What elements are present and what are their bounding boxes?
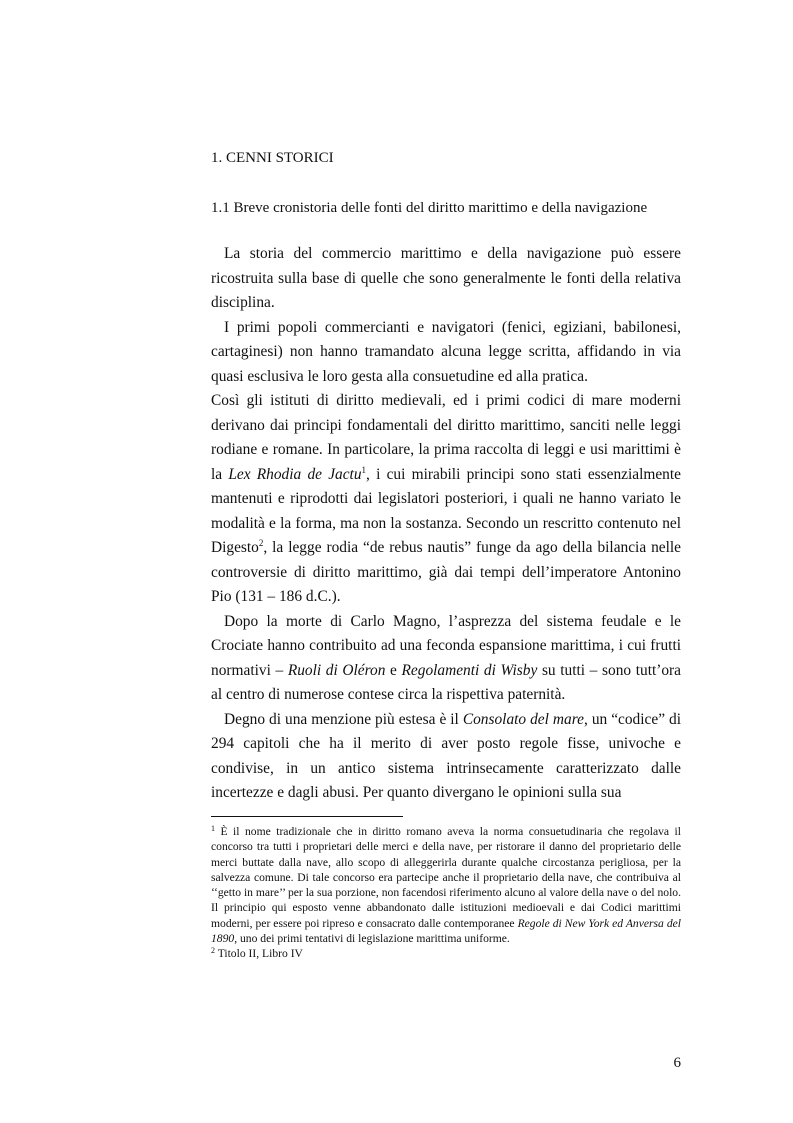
footnote-2 [211, 946, 681, 961]
paragraph-3-text-d: , la legge rodia “de rebus nautis” funge da ago della bilancia nelle controversie di diritto marittimo, già dai tempi dell’imperatore Antonino Pio (131 – 186 d.C.). [211, 539, 681, 605]
section-title: 1.1 Breve cronistoria delle fonti del diritto marittimo e della navigazione [211, 200, 648, 216]
paragraph-2: I primi popoli commercianti e navigatori (fenici, egiziani, babilonesi, cartaginesi) non hanno tramandato alcuna legge scritta, affidando in via quasi esclusiva le loro gesta alla consuetudine ed alla pratica. [211, 318, 681, 385]
footnote-ref-2[interactable]: 2 [258, 538, 264, 548]
paragraph-4-text-e: su tutti – sono tutt’ora al centro di numerose contese circa la rispettiva paternità. [211, 661, 682, 703]
ruoli-oleron-title: Ruoli di Oléron [287, 661, 386, 679]
footnotes [211, 824, 681, 962]
paragraph-4-text-c: e [385, 661, 402, 679]
paragraph-3-text-c: , i cui mirabili principi sono stati essenzialmente mantenuti e riprodotti dai legislatori posteriori, i quali ne hanno variato le modalità e la forma, ma non la sostanza. Secondo un rescritto contenuto nel Digesto [211, 465, 681, 556]
consolato-mare-title: Consolato del mare [462, 710, 584, 728]
paragraph-5-text-a: Degno di una menzione più estesa è il [224, 710, 463, 728]
regole-new-york-title: Regole di New York ed Anversa del 1890 [211, 916, 681, 946]
footnote-1 [211, 824, 681, 946]
page-number: 6 [673, 1055, 681, 1071]
paragraph-1: La storia del commercio marittimo e della navigazione può essere ricostruita sulla base di quelle che sono generalmente le fonti della relativa disciplina. [211, 245, 681, 311]
footnote-1-text-a: È il nome tradizionale che in diritto romano aveva la norma consuetudinaria che regolava il concorso tra tutti i proprietari delle merci e della nave, per ristorare il danno del proprietario delle merci buttate dalla nave, allo scopo di alleggerirla durante qualche circostanza perigliosa, per la salvezza comune. Di tale concorso era partecipe anche il proprietario della nave, che contribuiva al ‘‘getto in mare’’ per la sua porzione, non facendosi riferimento alcuno al valore della nave o del nolo. Il principio qui esposto venne abbandonato dalle istituzioni medioevali e dai Codici marittimi moderni, per essere poi ripreso e consacrato dalle contemporanee [211, 825, 681, 930]
paragraph-5-text-c: , un “codice” di 294 capitoli che ha il merito di aver posto regole fisse, univoche e condivise, in un antico sistema intrinsecamente caratterizzato dalle incertezze e dagli abusi. Per quanto divergano le opinioni sulla sua [211, 710, 681, 801]
document-page [211, 0, 681, 1123]
paragraph-4-text-a: Dopo la morte di Carlo Magno, l’asprezza del sistema feudale e le Crociate hanno contribuito ad una feconda espansione marittima, i cui frutti normativi – [211, 612, 681, 679]
footnote-separator [211, 816, 403, 817]
footnote-1-text-c: , uno dei primi tentativi di legislazione marittima uniforme. [234, 932, 510, 946]
footnote-1-marker: 1 [211, 824, 215, 833]
paragraph-3-text-a: Così gli istituti di diritto medievali, ed i primi codici di mare moderni derivano dai principi fondamentali del diritto marittimo, sanciti nelle leggi rodiane e romane. In particolare, la prima raccolta di leggi e usi marittimi è la [211, 392, 681, 483]
paragraph-5 [211, 708, 681, 806]
body-text [211, 242, 681, 806]
footnote-2-marker: 2 [211, 946, 215, 956]
regolamenti-wisby-title: Regolamenti di Wisby [401, 661, 538, 679]
footnote-ref-1[interactable]: 1 [361, 464, 367, 475]
paragraph-3 [211, 389, 681, 610]
chapter-title: 1. CENNI STORICI [211, 150, 334, 166]
lex-rhodia-title: Lex Rhodia de Jactu [228, 465, 362, 483]
footnote-2-text: Titolo II, Libro IV [215, 947, 303, 961]
paragraph-4 [211, 610, 681, 708]
